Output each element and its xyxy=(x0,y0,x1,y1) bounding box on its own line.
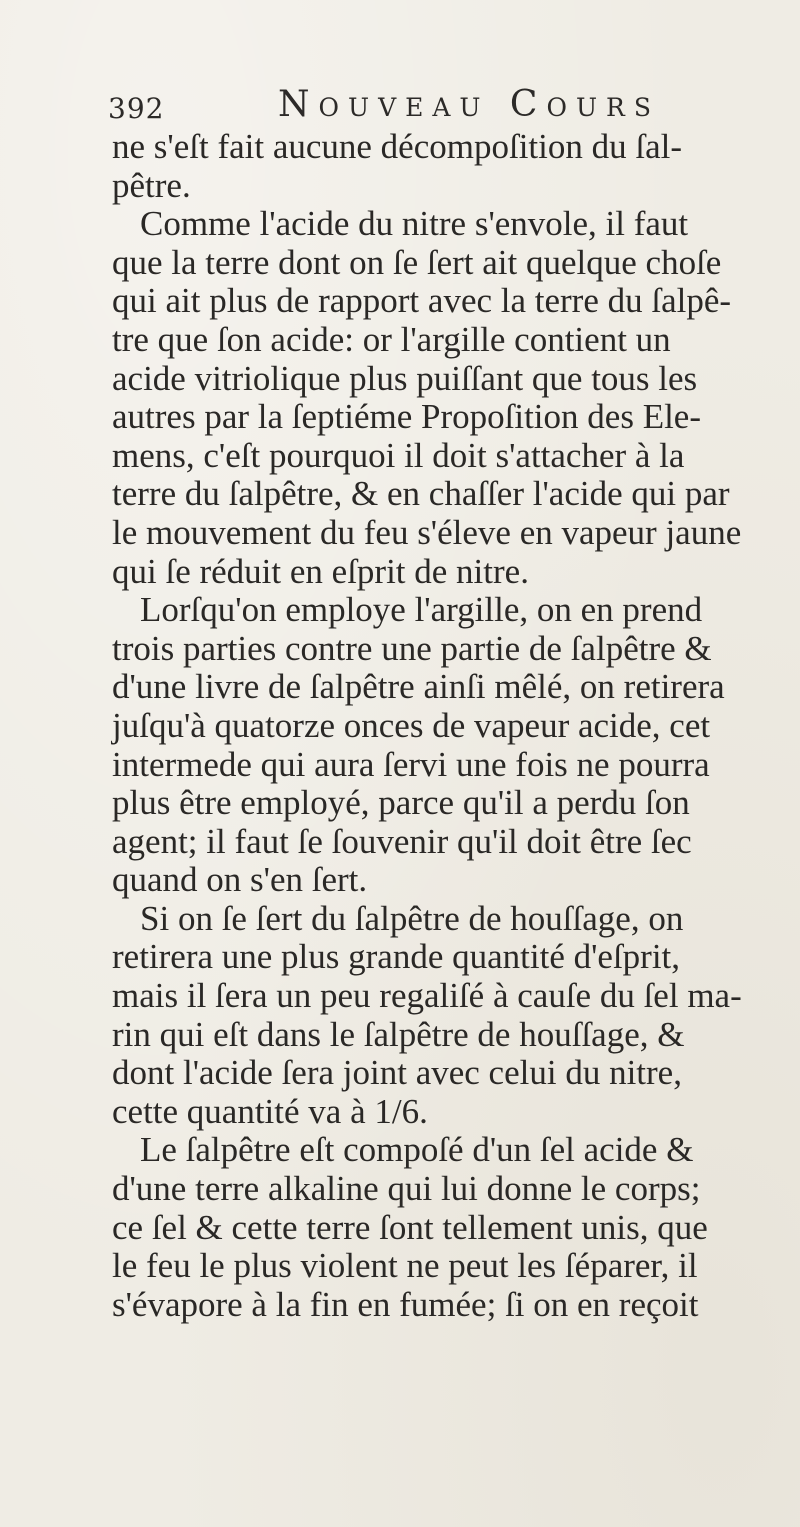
text-line: Lorſqu'on employe l'argille, on en prend xyxy=(140,590,703,630)
page-number: 392 xyxy=(108,92,165,125)
text-line: d'une terre alkaline qui lui donne le corps; xyxy=(112,1169,701,1209)
text-line: tre que ſon acide: or l'argille contient un xyxy=(112,319,671,359)
text-line: ce ſel & cette terre ſont tellement unis, que xyxy=(112,1207,708,1247)
text-line: Si on ſe ſert du ſalpêtre de houſſage, on xyxy=(140,898,684,938)
text-line: mens, c'eſt pourquoi il doit s'attacher à la xyxy=(112,435,685,475)
text-line: pêtre. xyxy=(112,165,191,205)
text-line: Comme l'acide du nitre s'envole, il faut xyxy=(140,204,689,244)
text-line: qui ait plus de rapport avec la terre du ſalpê- xyxy=(112,281,732,321)
text-line: retirera une plus grande quantité d'eſprit, xyxy=(112,937,681,977)
text-line: Le ſalpêtre eſt compoſé d'un ſel acide & xyxy=(140,1130,694,1170)
text-line: intermede qui aura ſervi une fois ne pourra xyxy=(112,744,710,784)
text-line: d'une livre de ſalpêtre ainſi mêlé, on retirera xyxy=(112,667,725,707)
text-line: qui ſe réduit en eſprit de nitre. xyxy=(112,551,529,591)
text-line: mais il ſera un peu regaliſé à cauſe du ſel ma- xyxy=(112,976,742,1016)
text-line: acide vitriolique plus puiſſant que tous les xyxy=(112,358,698,398)
text-line: agent; il faut ſe ſouvenir qu'il doit être ſec xyxy=(112,821,692,861)
text-line: rin qui eſt dans le ſalpêtre de houſſage, & xyxy=(112,1014,685,1054)
text-line: le feu le plus violent ne peut les ſéparer, il xyxy=(112,1246,698,1286)
text-line: s'évapore à la fin en fumée; ſi on en reçoit xyxy=(112,1284,699,1324)
text-line: juſqu'à quatorze onces de vapeur acide, cet xyxy=(112,705,711,745)
text-line: le mouvement du feu s'éleve en vapeur jaune xyxy=(112,512,742,552)
text-line: autres par la ſeptiéme Propoſition des Ele- xyxy=(112,397,701,437)
text-line: ne s'eſt fait aucune décompoſition du ſal- xyxy=(112,127,683,166)
text-line: trois parties contre une partie de ſalpêtre & xyxy=(112,628,712,668)
running-title: Nouveau Cours xyxy=(278,84,660,125)
text-line: que la terre dont on ſe ſert ait quelque choſe xyxy=(112,242,722,282)
text-line: terre du ſalpêtre, & en chaſſer l'acide qui par xyxy=(112,474,730,514)
text-line: plus être employé, parce qu'il a perdu ſon xyxy=(112,783,690,823)
text-line: quand on s'en ſert. xyxy=(112,860,368,900)
text-line: dont l'acide ſera joint avec celui du nitre, xyxy=(112,1053,682,1093)
body-text xyxy=(112,128,792,1324)
text-line: cette quantité va à 1/6. xyxy=(112,1091,428,1131)
